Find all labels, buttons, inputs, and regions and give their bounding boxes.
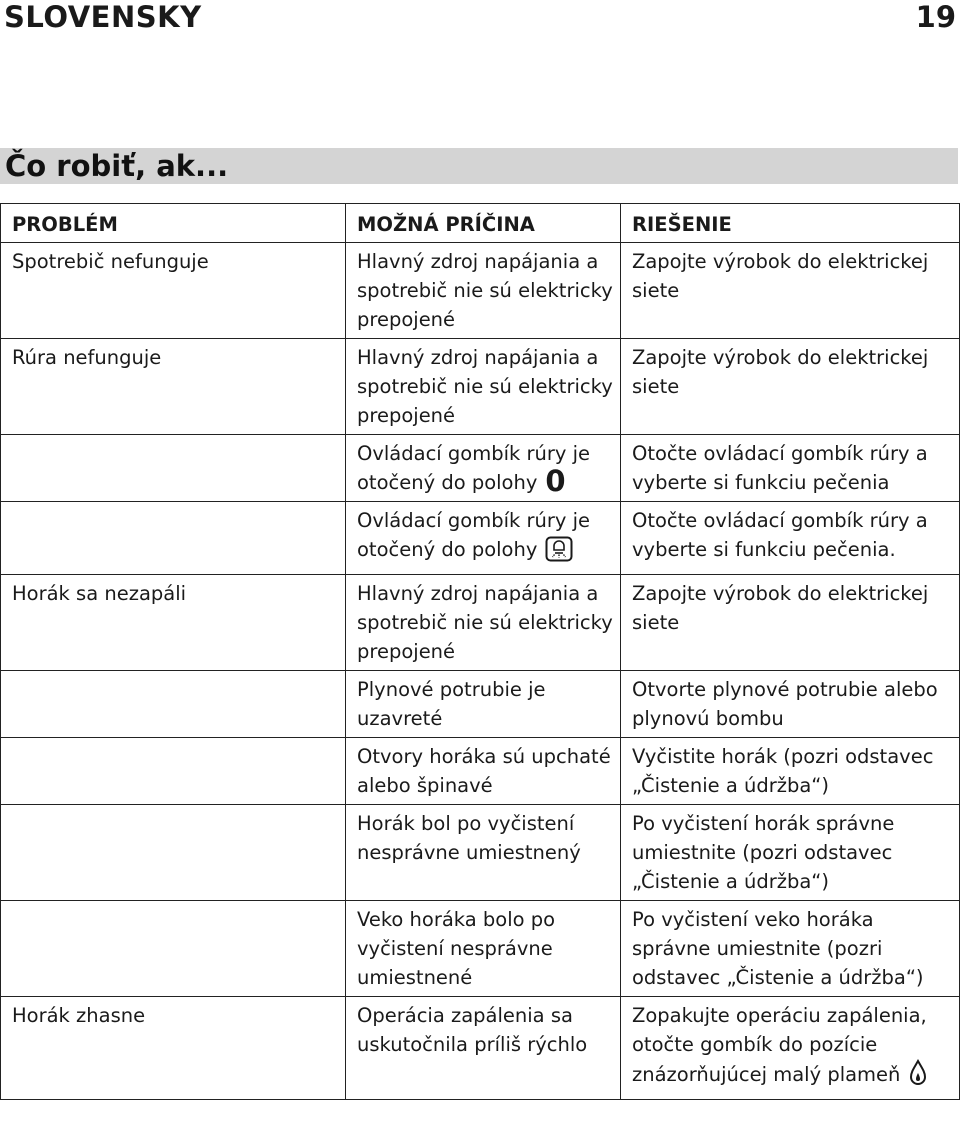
cause-text: Ovládací gombík rúry je otočený do polohy (357, 442, 591, 494)
problem-cell (1, 738, 346, 805)
table-row (1, 435, 960, 502)
troubleshooting-table (0, 203, 960, 1100)
section-title: Čo robiť, ak... (5, 149, 229, 183)
cause-cell: Horák bol po vyčistení nesprávne umiestnený (346, 805, 621, 901)
problem-cell: Rúra nefunguje (1, 339, 346, 435)
document-language: SLOVENSKY (4, 0, 202, 34)
solution-text: Zopakujte operáciu zapálenia, otočte gombík do pozície znázorňujúcej malý plameň (632, 1004, 927, 1086)
solution-cell: Zapojte výrobok do elektrickej siete (621, 575, 960, 671)
cause-cell: Plynové potrubie je uzavreté (346, 671, 621, 738)
cause-cell (346, 435, 621, 502)
small-flame-icon (908, 1059, 928, 1095)
solution-cell: Otvorte plynové potrubie alebo plynovú bombu (621, 671, 960, 738)
problem-cell (1, 805, 346, 901)
cause-cell (346, 502, 621, 575)
table-header-row (1, 204, 960, 243)
column-header-solution: RIEŠENIE (621, 204, 960, 243)
table-row (1, 901, 960, 997)
solution-cell: Zapojte výrobok do elektrickej siete (621, 339, 960, 435)
table-row (1, 671, 960, 738)
problem-cell: Horák sa nezapáli (1, 575, 346, 671)
table-row (1, 997, 960, 1100)
column-header-cause: MOŽNÁ PRÍČINA (346, 204, 621, 243)
solution-cell: Po vyčistení horák správne umiestnite (pozri odstavec „Čistenie a údržba“) (621, 805, 960, 901)
problem-cell: Spotrebič nefunguje (1, 243, 346, 339)
problem-cell (1, 901, 346, 997)
cause-cell: Veko horáka bolo po vyčistení nesprávne umiestnené (346, 901, 621, 997)
page-number: 19 (915, 0, 956, 34)
table-row (1, 738, 960, 805)
oven-lamp-icon (545, 536, 573, 570)
cause-cell: Otvory horáka sú upchaté alebo špinavé (346, 738, 621, 805)
cause-cell: Hlavný zdroj napájania a spotrebič nie sú elektricky prepojené (346, 339, 621, 435)
solution-cell: Otočte ovládací gombík rúry a vyberte si funkciu pečenia. (621, 502, 960, 575)
cause-cell: Hlavný zdroj napájania a spotrebič nie sú elektricky prepojené (346, 243, 621, 339)
problem-cell (1, 435, 346, 502)
table-row (1, 502, 960, 575)
problem-cell (1, 502, 346, 575)
table-row (1, 339, 960, 435)
solution-cell: Po vyčistení veko horáka správne umiestnite (pozri odstavec „Čistenie a údržba“) (621, 901, 960, 997)
solution-cell: Zapojte výrobok do elektrickej siete (621, 243, 960, 339)
section-title-band (0, 148, 958, 184)
column-header-problem: PROBLÉM (1, 204, 346, 243)
problem-cell: Horák zhasne (1, 997, 346, 1100)
solution-cell (621, 997, 960, 1100)
cause-cell: Hlavný zdroj napájania a spotrebič nie sú elektricky prepojené (346, 575, 621, 671)
cause-text: Ovládací gombík rúry je otočený do polohy (357, 509, 591, 561)
cause-cell: Operácia zapálenia sa uskutočnila príliš rýchlo (346, 997, 621, 1100)
table-row (1, 805, 960, 901)
solution-cell: Otočte ovládací gombík rúry a vyberte si funkciu pečenia (621, 435, 960, 502)
knob-zero-position-symbol: 0 (545, 464, 566, 498)
problem-cell (1, 671, 346, 738)
solution-cell: Vyčistite horák (pozri odstavec „Čistenie a údržba“) (621, 738, 960, 805)
table-row (1, 243, 960, 339)
table-row (1, 575, 960, 671)
